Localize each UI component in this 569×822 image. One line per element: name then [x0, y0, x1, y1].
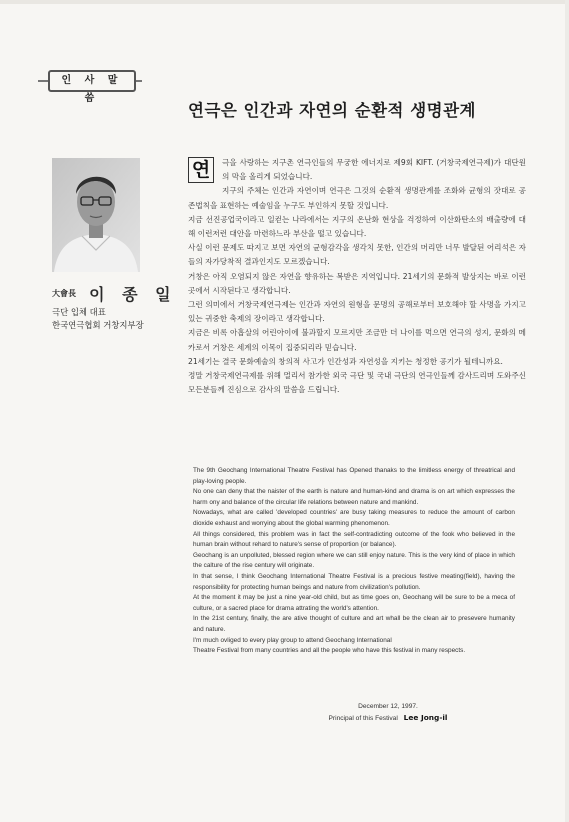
korean-paragraph: 21세기는 결국 문화예술의 창의적 사고가 인간성과 자연성을 지키는 청정한 공기가 될테니까요.: [188, 356, 503, 366]
signature-prefix: Principal of this Festival: [328, 715, 398, 722]
korean-paragraph: 사실 이런 문제도 따지고 보면 자연의 균형감각을 생각치 못한, 인간의 머리만 너무 발달된 어리석은 자들의 자가당착적 결과인지도 모르겠습니다.: [188, 243, 526, 267]
korean-paragraph: 극을 사랑하는 지구촌 연극인들의 무궁한 에너지로 제9회 KIFT. (거창국제연극제)가 대단원의 막을 올리게 되었습니다.: [222, 158, 526, 182]
page-title: 연극은 인간과 자연의 순환적 생명관계: [188, 101, 477, 120]
page-edge: [0, 0, 569, 4]
author-affiliation: 극단 입체 대표: [52, 307, 106, 317]
signature-line: [308, 713, 468, 722]
english-paragraph: Geochang is an unpolluted, blessed region where we can still enjoy nature. This is the very kind of place in which the calture of the rise century will originate.: [193, 551, 515, 570]
english-paragraph: Theatre Festival from many countries and all the people who have this festival in many respects.: [193, 647, 466, 655]
korean-message: [188, 156, 526, 397]
author-portrait: [52, 158, 140, 272]
author-name-line: [52, 282, 177, 305]
korean-paragraph: 지금은 비록 아홉살의 어린아이에 불과할지 모르지만 조금만 더 나이를 먹으면 연극의 성지, 문화의 메카로서 거창은 세계의 이목이 집중되리라 믿습니다.: [188, 328, 526, 352]
korean-paragraph: 그런 의미에서 거창국제연극제는 인간과 자연의 원형을 문명의 공해로부터 보호해야 할 사명을 가지고 있는 귀중한 축제의 장이라고 생각합니다.: [188, 300, 526, 324]
page-edge: [565, 0, 569, 822]
english-message: [193, 466, 515, 657]
portrait-image: [52, 158, 140, 272]
korean-paragraph: 지구의 주체는 인간과 자연이며 연극은 그것의 순환적 생명관계를 조화와 균형의 잣대로 공존법칙을 표현하는 예술임을 누구도 부인하지 못할 것입니다.: [188, 186, 526, 210]
section-label: [38, 70, 142, 104]
english-paragraph: At the moment it may be just a nine year-old child, but as time goes on, Geochang will be sure to be a meca of culture, or a sacred place for drama attrating the world's attention.: [193, 594, 515, 612]
korean-paragraph: 거창은 아직 오염되지 않은 자연을 향유하는 복받은 지역입니다. 21세기의 문화적 발상지는 바로 이런 곳에서 시작된다고 생각합니다.: [188, 271, 526, 295]
english-paragraph: All things considered, this problem was in fact the self-contradicting outcome of the fook who believed in the human brain without rehard to nature's sense of proportion (or balance).: [193, 530, 515, 549]
english-paragraph: No one can deny that the naister of the earth is nature and human-kind and drama is on art which expresses the harm ony and balance of the circular life relations between nature and mankind.: [193, 488, 515, 506]
english-paragraph: I'm much ovliged to every play group to attend Geochang International: [193, 636, 392, 644]
english-paragraph: The 9th Geochang International Theatre Festival has Opened thanaks to the limitless energy of threatrical and play-loving people.: [193, 467, 515, 485]
closing-date: December 12, 1997.: [358, 703, 418, 710]
author-role: 大會長: [52, 289, 76, 298]
signature-name: Lee Jong-il: [403, 713, 448, 722]
english-paragraph: In the 21st century, finally, the are ative thought of culture and art whall be the clean air to presevere humanity and nature.: [193, 615, 515, 633]
korean-paragraph: 정말 거창국제연극제를 위해 멀리서 참가한 외국 극단 및 국내 극단의 연극인들께 감사드리며 도와주신 모든분들께 진심으로 감사의 말씀을 드립니다.: [188, 371, 526, 395]
korean-paragraph: 지금 선진공업국이라고 일컫는 나라에서는 지구의 온난화 현상을 걱정하여 이산화탄소의 배출량에 대해 이런저런 대안을 마련하느라 부산을 떨고 있습니다.: [188, 214, 526, 239]
drop-cap: 연: [188, 157, 214, 183]
author-affiliation: 한국연극협회 거창지부장: [52, 320, 144, 330]
section-label-text: 인 사 말 씀: [48, 70, 136, 92]
english-paragraph: Nowadays, what are called 'developed countries' are busy taking measures to reduce the amount of carbon dioxide exhaust and worrying about the global warming phenomenon.: [193, 509, 515, 527]
english-paragraph: In that sense, I think Geochang International Theatre Festival is a precious festive meating(field), having the responsibility for protecting human beings and nature from civilization's pollution.: [193, 572, 515, 591]
author-name: 이 종 일: [89, 285, 177, 304]
closing-block: [308, 703, 468, 722]
